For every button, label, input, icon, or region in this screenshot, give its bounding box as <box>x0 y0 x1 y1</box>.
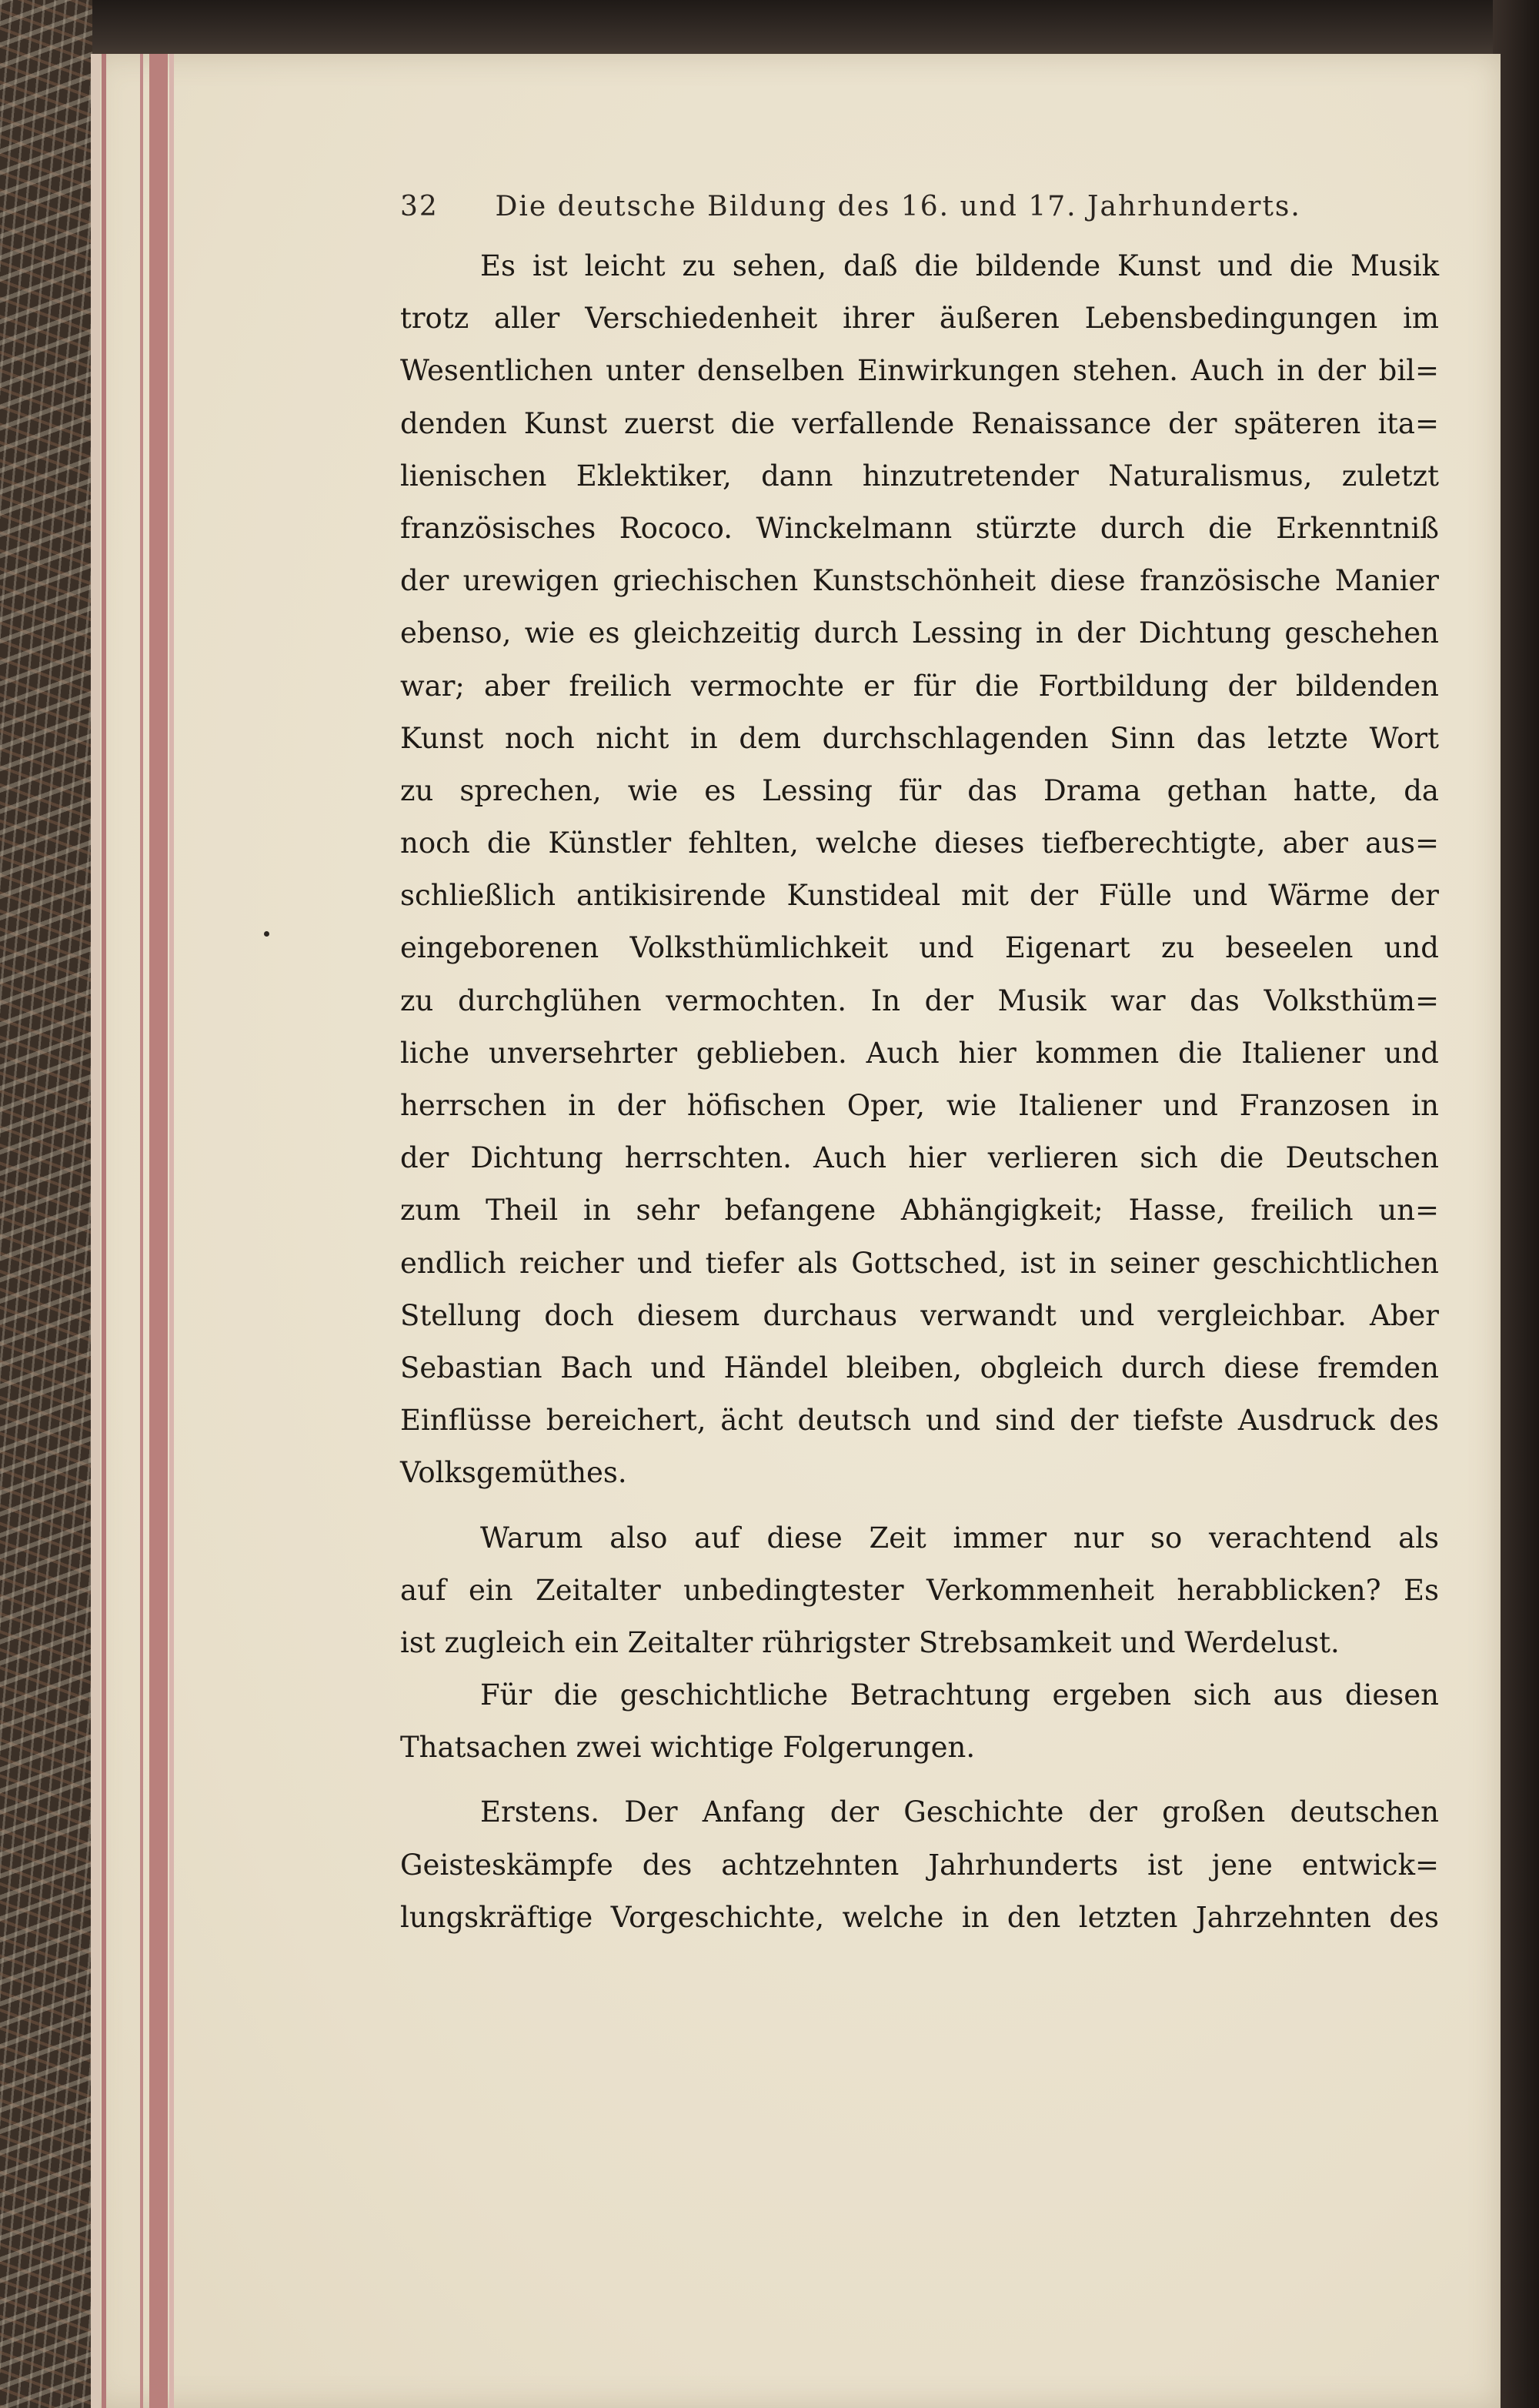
page-margin-rule <box>169 54 174 2408</box>
page-margin-rule <box>102 54 106 2408</box>
text-line: Thatsachen zwei wichtige Folgerungen. <box>400 1731 976 1765</box>
text-line: eingeborenen Volksthümlichkeit und Eigenart zu beseelen und <box>400 931 1439 965</box>
text-line: Warum also auf diese Zeit immer nur so verachtend als <box>480 1521 1439 1555</box>
text-line: schließlich antikisirende Kunstideal mit der Fülle und Wärme der <box>400 879 1439 913</box>
text-line: Kunst noch nicht in dem durchschlagenden Sinn das letzte Wort <box>400 721 1439 755</box>
running-head-title: Die deutsche Bildung des 16. und 17. Jahrhunderts. <box>495 191 1301 222</box>
text-line: der urewigen griechischen Kunstschönheit diese französische Manier <box>400 564 1439 598</box>
text-line: lungskräftige Vorgeschichte, welche in den letzten Jahrzehnten des <box>400 1900 1439 1934</box>
text-line: Stellung doch diesem durchaus verwandt und vergleichbar. Aber <box>400 1298 1439 1332</box>
text-line: zu sprechen, wie es Lessing für das Drama gethan hatte, da <box>400 773 1439 807</box>
text-line: französisches Rococo. Winckelmann stürzte durch die Erkenntniß <box>400 511 1439 545</box>
text-line: Sebastian Bach und Händel bleiben, obgleich durch diese fremden <box>400 1351 1439 1384</box>
text-line: endlich reicher und tiefer als Gottsched, ist in seiner geschichtlichen <box>400 1246 1439 1280</box>
text-line: auf ein Zeitalter unbedingtester Verkommenheit herabblicken? Es <box>400 1573 1439 1607</box>
text-line: war; aber freilich vermochte er für die Fortbildung der bildenden <box>400 669 1439 703</box>
ink-dot <box>264 931 269 937</box>
text-line: zu durchglühen vermochten. In der Musik war das Volksthüm= <box>400 984 1439 1017</box>
text-line: denden Kunst zuerst die verfallende Renaissance der späteren ita= <box>400 406 1439 440</box>
book-cover-top <box>0 0 1539 62</box>
text-line: lienischen Eklektiker, dann hinzutretender Naturalismus, zuletzt <box>400 459 1439 493</box>
body-text <box>400 240 1439 1944</box>
text-line: ebenso, wie es gleichzeitig durch Lessing in der Dichtung geschehen <box>400 616 1439 650</box>
text-line: trotz aller Verschiedenheit ihrer äußeren Lebensbedingungen im <box>400 302 1439 336</box>
text-line: zum Theil in sehr befangene Abhängigkeit; Hasse, freilich un= <box>400 1194 1439 1227</box>
text-line: Geisteskämpfe des achtzehnten Jahrhunderts ist jene entwick= <box>400 1848 1439 1882</box>
text-line: liche unversehrter geblieben. Auch hier kommen die Italiener und <box>400 1036 1439 1070</box>
text-line: Wesentlichen unter denselben Einwirkungen stehen. Auch in der bil= <box>400 354 1439 388</box>
running-header <box>400 191 1354 222</box>
text-line: der Dichtung herrschten. Auch hier verlieren sich die Deutschen <box>400 1141 1439 1175</box>
page-margin-rule <box>140 54 143 2408</box>
text-line: ist zugleich ein Zeitalter rührigster Strebsamkeit und Werdelust. <box>400 1625 1340 1659</box>
text-line: Für die geschichtliche Betrachtung ergeben sich aus diesen <box>480 1678 1439 1712</box>
page-number: 32 <box>400 191 439 222</box>
text-line: noch die Künstler fehlten, welche dieses tiefberechtigte, aber aus= <box>400 827 1439 860</box>
text-line: Erstens. Der Anfang der Geschichte der großen deutschen <box>480 1795 1439 1829</box>
page-margin-rule <box>91 54 100 2408</box>
page-margin-rule <box>149 54 168 2408</box>
text-line: Es ist leicht zu sehen, daß die bildende Kunst und die Musik <box>480 249 1439 282</box>
marbled-edge <box>0 0 92 2408</box>
text-line: Einflüsse bereichert, ächt deutsch und sind der tiefste Ausdruck des <box>400 1404 1439 1438</box>
text-line: Volksgemüthes. <box>400 1456 627 1490</box>
text-line: herrschen in der höfischen Oper, wie Italiener und Franzosen in <box>400 1089 1439 1122</box>
